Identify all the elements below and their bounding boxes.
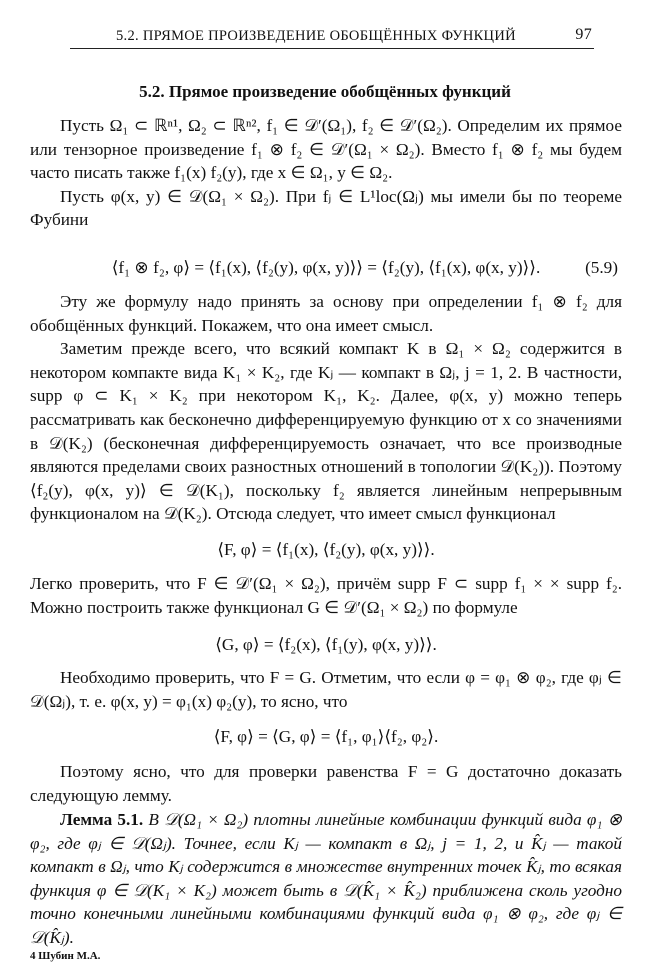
- formula-5-9-expression: ⟨f₁ ⊗ f₂, φ⟩ = ⟨f₁(x), ⟨f₂(y), φ(x, y)⟩⟩ = ⟨f₂(y), ⟨f₁(x), φ(x, y)⟩⟩.: [111, 258, 541, 277]
- paragraph-2: Пусть φ(x, y) ∈ 𝒟(Ω₁ × Ω₂). При fⱼ ∈ L¹loc(Ωⱼ) мы имели бы по теореме Фубини: [30, 186, 622, 230]
- page-number: 97: [575, 26, 592, 43]
- running-title: 5.2. ПРЯМОЕ ПРОИЗВЕДЕНИЕ ОБОБЩЁННЫХ ФУНКЦИЙ: [116, 28, 516, 44]
- formula-F-expression: ⟨F, φ⟩ = ⟨f₁(x), ⟨f₂(y), φ(x, y)⟩⟩.: [217, 540, 435, 559]
- lemma-label: Лемма 5.1.: [60, 810, 144, 829]
- section-title: 5.2. Прямое произведение обобщённых функций: [139, 82, 511, 101]
- paragraph-6: Необходимо проверить, что F = G. Отметим, что если φ = φ₁ ⊗ φ₂, где φⱼ ∈ 𝒟(Ωⱼ), т. е. φ(x, y) = φ₁(x) φ₂(y), то ясно, что: [30, 668, 622, 711]
- text-block-2: [30, 290, 622, 526]
- lemma-text: В 𝒟(Ω₁ × Ω₂) плотны линейные комбинации функций вида φ₁ ⊗ φ₂, где φⱼ ∈ 𝒟(Ωⱼ). Точнее, если Kⱼ — компакт в Ωⱼ, j = 1, 2, и K̂ⱼ — такой компакт в Ωⱼ, что Kⱼ содержится в множестве внутренних точек K̂ⱼ, то всякая функция φ ∈ 𝒟(K₁ × K₂) может быть в 𝒟(K̂₁ × K̂₂) приближена сколь угодно точно конечными линейными комбинациями функций вида φ₁ ⊗ φ₂, где φⱼ ∈ 𝒟(K̂ⱼ).: [30, 810, 622, 947]
- formula-5-9: [30, 258, 622, 278]
- formula-F-equals-G: [30, 727, 622, 747]
- paragraph-1: Пусть Ω₁ ⊂ ℝⁿ¹, Ω₂ ⊂ ℝⁿ², f₁ ∈ 𝒟′(Ω₁), f₂ ∈ 𝒟′(Ω₂). Определим их прямое или тензорное произведение f₁ ⊗ f₂ ∈ 𝒟′(Ω₁ × Ω₂). Вместо f₁ ⊗ f₂ мы будем часто писать также f₁(x) f₂(y), где x ∈ Ω₁, y ∈ Ω₂.: [30, 116, 622, 183]
- formula-G: [30, 635, 622, 655]
- text-block-5: [30, 760, 622, 807]
- paragraph-4: Заметим прежде всего, что всякий компакт K в Ω₁ × Ω₂ содержится в некотором компакте вида K₁ × K₂, где Kⱼ — компакт в Ωⱼ, j = 1, 2. В частности, supp φ ⊂ K₁ × K₂ при некотором K₁, K₂. Далее, φ(x, y) можно теперь рассматривать как бесконечно дифференцируемую функцию от x со значениями в 𝒟(K₂) (бесконечная дифференцируемость означает, что все производные являются пределами своих разностных отношений в топологии 𝒟(K₂)). Поэтому ⟨f₂(y), φ(x, y)⟩ ∈ 𝒟(K₁), поскольку f₂ является линейным непрерывным функционалом на 𝒟(K₂). Отсюда следует, что имеет смысл функционал: [30, 339, 622, 524]
- text-block-1: [30, 114, 622, 232]
- formula-F-equals-G-expression: ⟨F, φ⟩ = ⟨G, φ⟩ = ⟨f₁, φ₁⟩⟨f₂, φ₂⟩.: [213, 727, 439, 746]
- running-header: [70, 26, 594, 49]
- footer-signature: 4 Шубин М.А.: [30, 950, 101, 962]
- formula-5-9-number: (5.9): [585, 258, 618, 277]
- text-block-4: [30, 666, 622, 713]
- lemma-5-1: [30, 808, 622, 950]
- formula-G-expression: ⟨G, φ⟩ = ⟨f₂(x), ⟨f₁(y), φ(x, y)⟩⟩.: [215, 635, 437, 654]
- text-block-3: [30, 572, 622, 619]
- paragraph-7: Поэтому ясно, что для проверки равенства F = G достаточно доказать следующую лемму.: [30, 762, 622, 805]
- paragraph-3: Эту же формулу надо принять за основу при определении f₁ ⊗ f₂ для обобщённых функций. Покажем, что она имеет смысл.: [30, 292, 622, 335]
- formula-F: [30, 540, 622, 560]
- paragraph-5: Легко проверить, что F ∈ 𝒟′(Ω₁ × Ω₂), причём supp F ⊂ supp f₁ × × supp f₂. Можно построить также функционал G ∈ 𝒟′(Ω₁ × Ω₂) по формуле: [30, 574, 622, 617]
